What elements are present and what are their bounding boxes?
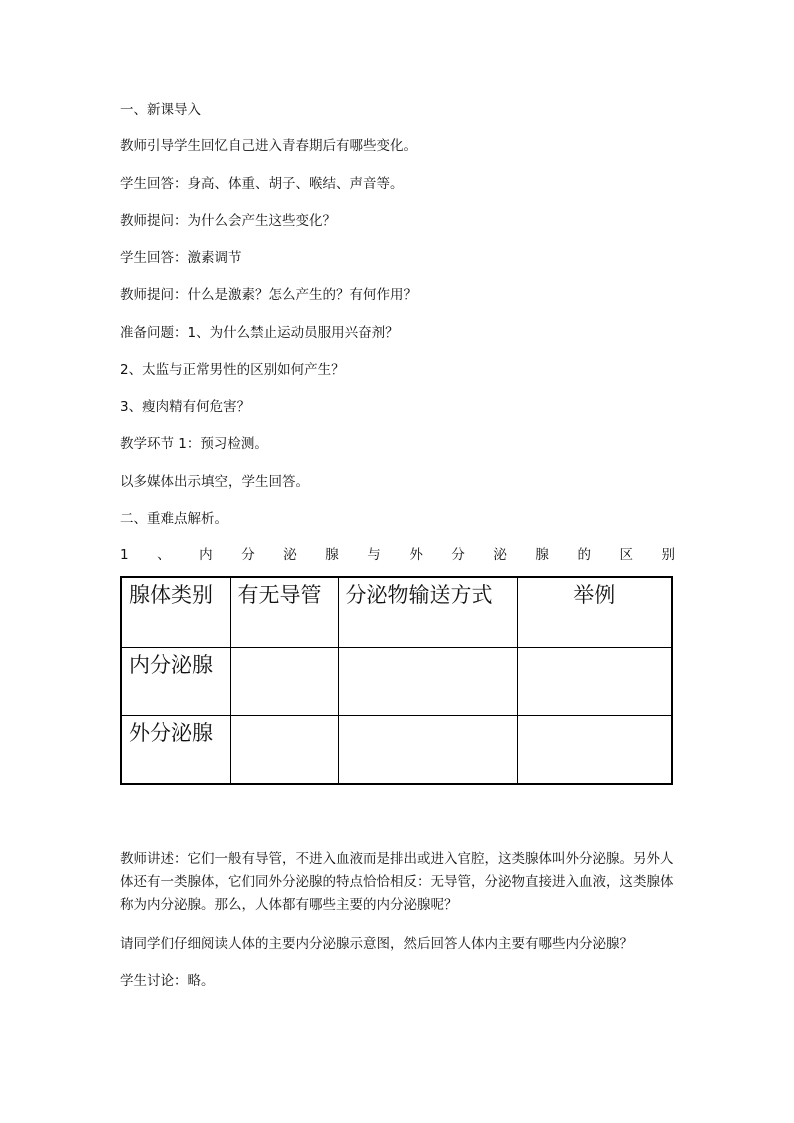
- table-row: [121, 715, 672, 784]
- student-discussion: 学生讨论：略。: [120, 973, 215, 989]
- text-line: 以多媒体出示填空，学生回答。: [120, 474, 309, 490]
- table-cell: [338, 647, 517, 715]
- caption-char: 别: [661, 547, 675, 563]
- text-line: 教师提问：什么是激素？怎么产生的？有何作用？: [120, 287, 417, 303]
- caption-char: 分: [451, 547, 465, 563]
- text-line: 2、太监与正常男性的区别如何产生？: [120, 362, 345, 378]
- table-header-cell: 有无导管: [230, 577, 338, 647]
- text-line: 教师引导学生回忆自己进入青春期后有哪些变化。: [120, 138, 417, 154]
- caption-char: 内: [199, 547, 213, 563]
- caption-char: 泌: [283, 547, 297, 563]
- table-header-row: [121, 577, 672, 647]
- gland-comparison-table: [120, 576, 673, 785]
- caption-char: 、: [157, 547, 171, 563]
- table-cell: 外分泌腺: [121, 715, 230, 784]
- caption-char: 1: [120, 547, 129, 563]
- table-cell: 内分泌腺: [121, 647, 230, 715]
- caption-char: 外: [409, 547, 423, 563]
- teacher-narration: 教师讲述：它们一般有导管，不进入血液而是排出或进入官腔，这类腺体叫外分泌腺。另外人体还有一类腺体，它们同外分泌腺的特点恰恰相反：无导管，分泌物直接进入血液，这类腺体称为内分泌腺。那么，人体都有哪些主要的内分泌腺呢？: [120, 851, 674, 913]
- text-line: 学生回答：身高、体重、胡子、喉结、声音等。: [120, 176, 404, 192]
- text-line: 准备问题：1、为什么禁止运动员服用兴奋剂？: [120, 325, 399, 341]
- caption-char: 腺: [535, 547, 549, 563]
- reading-question: 请同学们仔细阅读人体的主要内分泌腺示意图，然后回答人体内主要有哪些内分泌腺？: [120, 936, 633, 952]
- text-line: 学生回答：激素调节: [120, 250, 242, 266]
- caption-char: 分: [241, 547, 255, 563]
- caption-char: 泌: [493, 547, 507, 563]
- table-header-cell: 腺体类别: [121, 577, 230, 647]
- table-cell: [517, 715, 672, 784]
- table-header-cell: 分泌物输送方式: [338, 577, 517, 647]
- table-cell: [230, 647, 338, 715]
- caption-char: 腺: [325, 547, 339, 563]
- caption-char: 的: [577, 547, 591, 563]
- caption-char: 与: [367, 547, 381, 563]
- caption-char: 区: [619, 547, 633, 563]
- table-cell: [230, 715, 338, 784]
- text-line: 教师提问：为什么会产生这些变化？: [120, 213, 336, 229]
- table-cell: [338, 715, 517, 784]
- table-header-cell: 举例: [517, 577, 672, 647]
- heading-key-points: 二、重难点解析。: [120, 511, 228, 527]
- text-line: 3、瘦肉精有何危害？: [120, 399, 251, 415]
- table-cell: [517, 647, 672, 715]
- table-caption: [120, 545, 675, 565]
- table-row: [121, 647, 672, 715]
- heading-new-lesson: 一、新课导入: [120, 102, 201, 118]
- text-line: 教学环节 1：预习检测。: [120, 436, 268, 452]
